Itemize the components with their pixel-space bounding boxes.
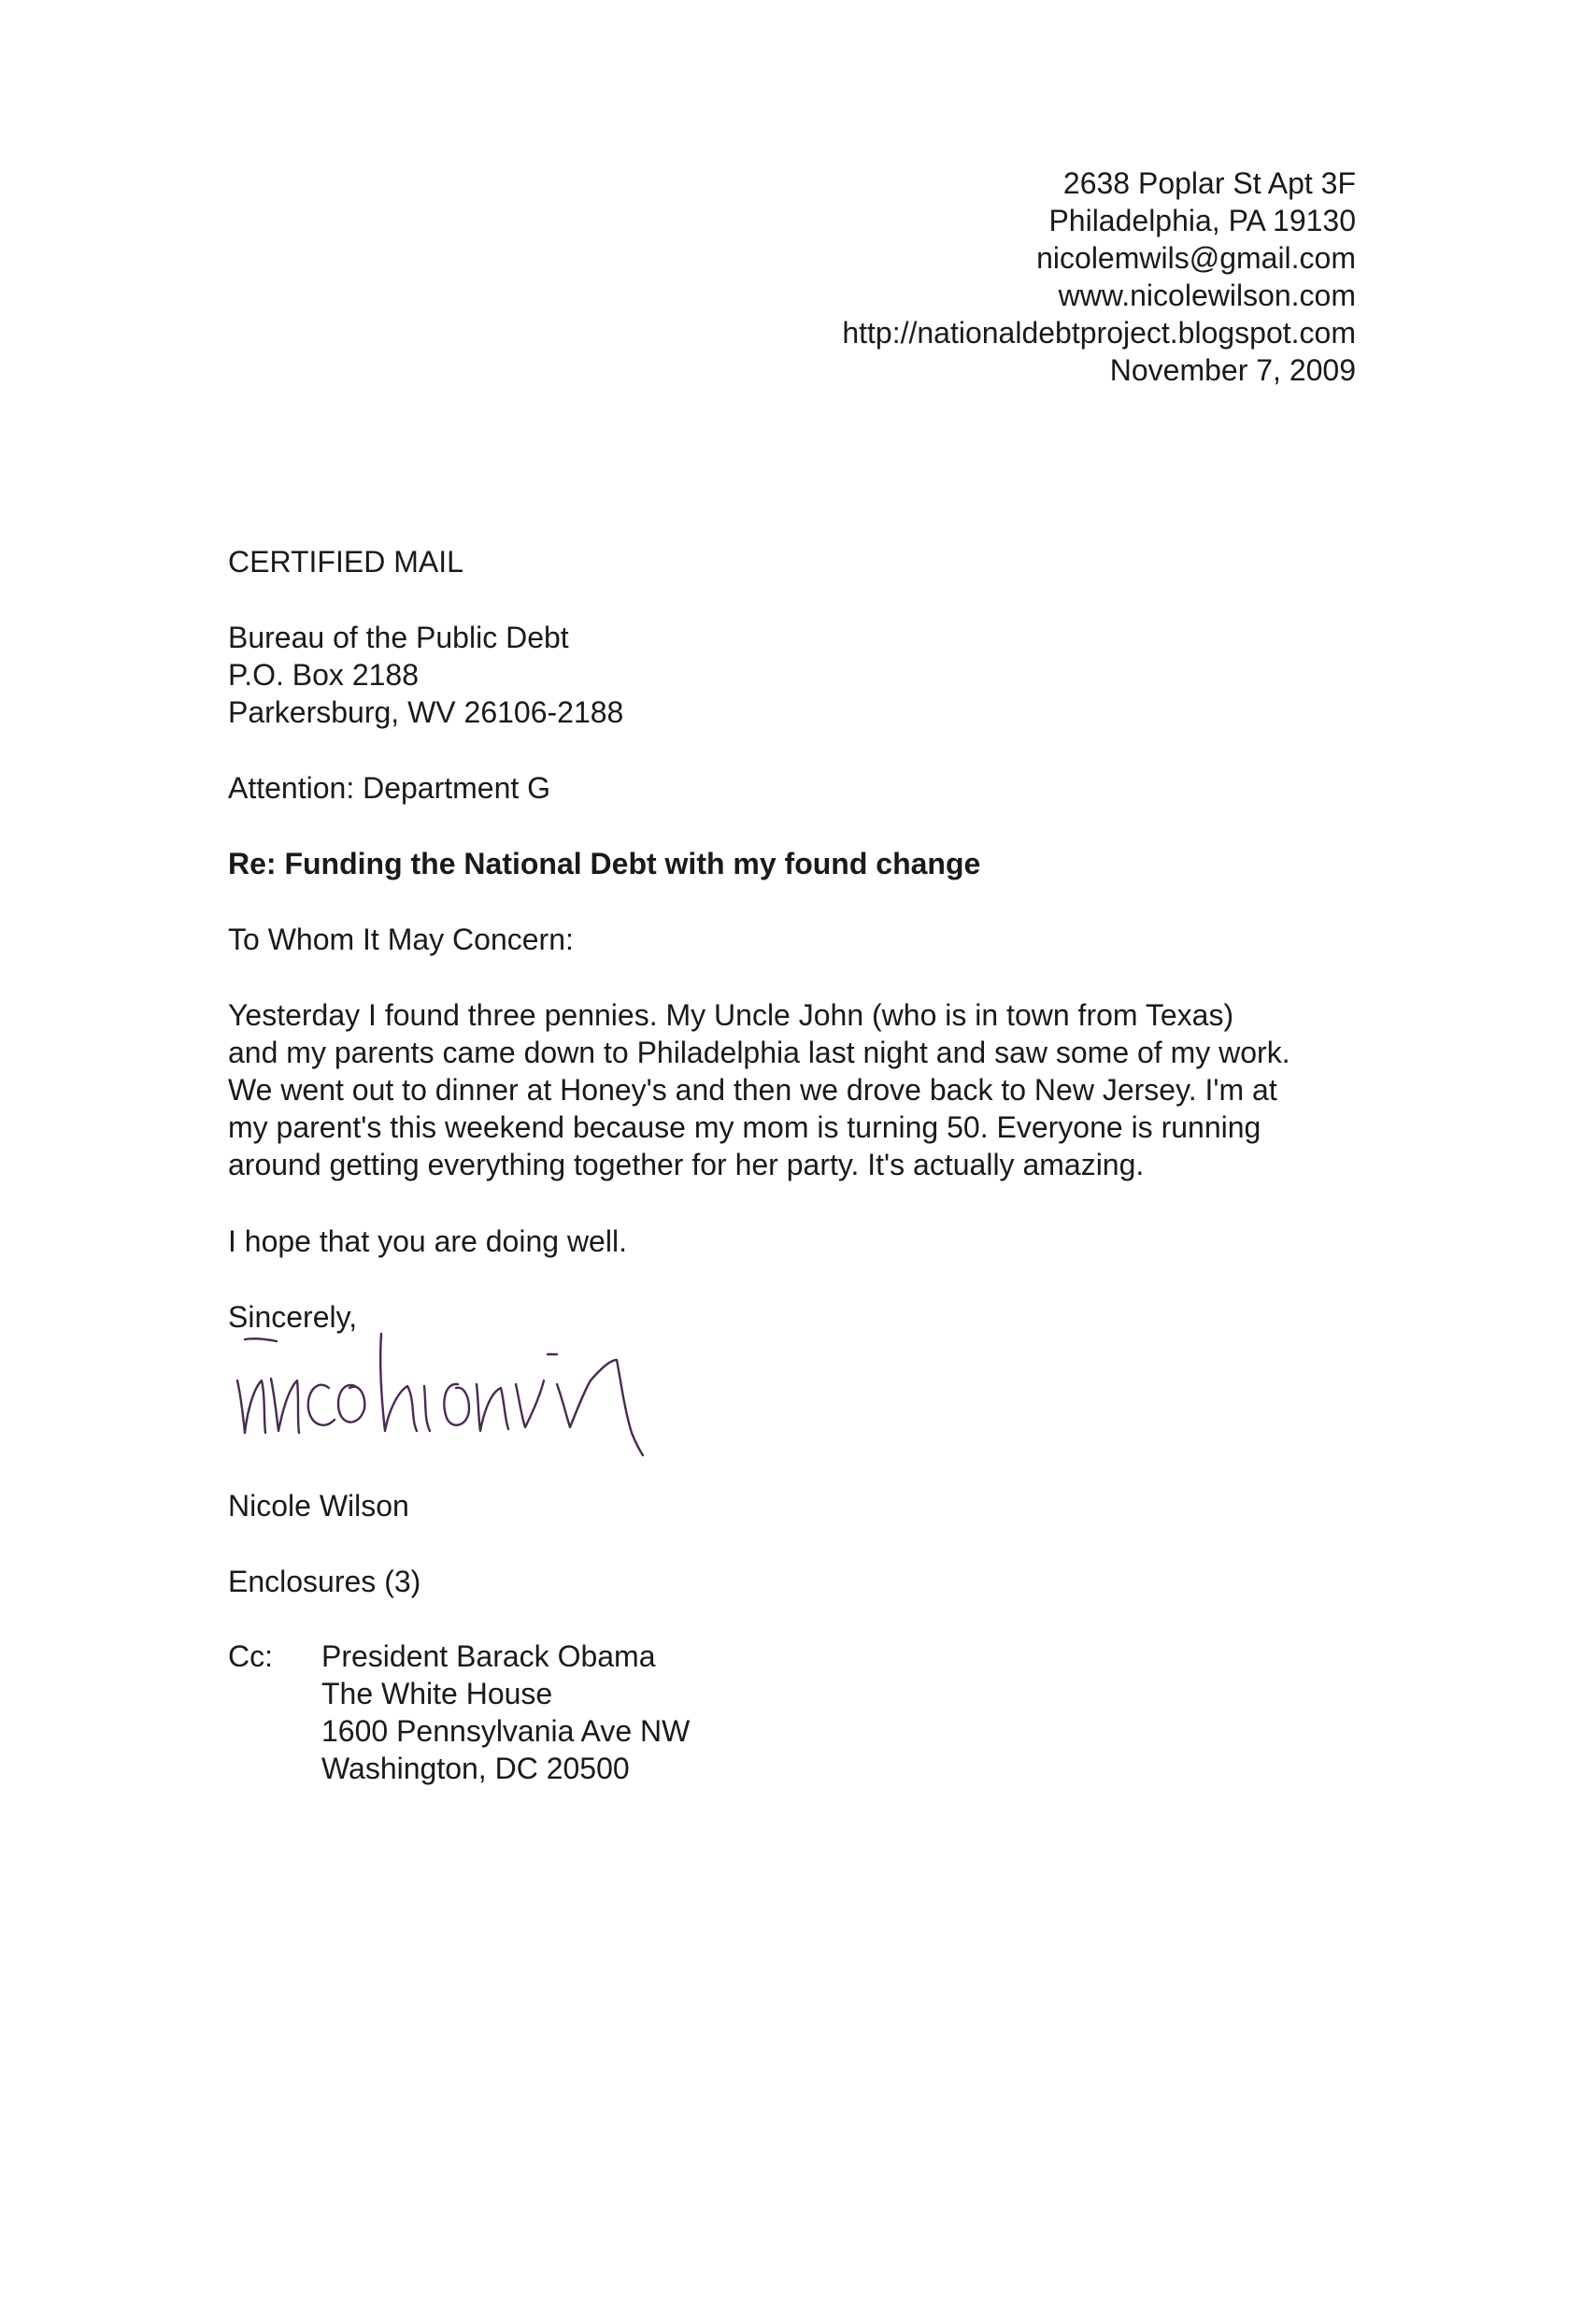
enclosures-note: Enclosures (3) [228,1565,421,1598]
recipient-box: P.O. Box 2188 [228,658,419,692]
subject-line: Re: Funding the National Debt with my found change [228,847,981,880]
sender-street: 2638 Poplar St Apt 3F [1062,166,1356,200]
paragraph-line: my parent's this weekend because my mom is turning 50. Everyone is running [228,1110,1261,1144]
cc-line: President Barack Obama [321,1639,656,1673]
paragraph-line: We went out to dinner at Honey's and then we drove back to New Jersey. I'm at [228,1073,1277,1107]
cc-label: Cc: [228,1639,273,1673]
paragraph-line: Yesterday I found three pennies. My Uncle John (who is in town from Texas) [228,998,1234,1032]
paragraph-line: around getting everything together for her party. It's actually amazing. [228,1148,1145,1181]
sender-email: nicolemwils@gmail.com [1036,241,1356,275]
closing-remark: I hope that you are doing well. [228,1224,627,1258]
recipient-city: Parkersburg, WV 26106-2188 [228,695,624,729]
cc-line: The White House [321,1677,553,1710]
sender-address-block [646,164,1356,389]
letter-date: November 7, 2009 [1109,353,1356,387]
certified-mail-notice: CERTIFIED MAIL [228,545,463,579]
handwritten-signature [224,1323,766,1491]
sender-blog: http://nationaldebtproject.blogspot.com [842,316,1356,350]
cc-line: Washington, DC 20500 [321,1752,630,1785]
complimentary-close: Sincerely, [228,1300,358,1334]
salutation: To Whom It May Concern: [228,923,574,956]
sender-website: www.nicolewilson.com [1058,279,1356,312]
cc-recipient [321,1638,690,1787]
cc-line: 1600 Pennsylvania Ave NW [321,1714,691,1748]
sender-city: Philadelphia, PA 19130 [1048,204,1356,237]
recipient-name: Bureau of the Public Debt [228,621,569,654]
signer-name: Nicole Wilson [228,1489,409,1523]
body-paragraph [228,996,1387,1183]
paragraph-line: and my parents came down to Philadelphia last night and saw some of my work. [228,1036,1290,1069]
recipient-address-block [228,619,1387,731]
attention-line: Attention: Department G [228,771,551,805]
